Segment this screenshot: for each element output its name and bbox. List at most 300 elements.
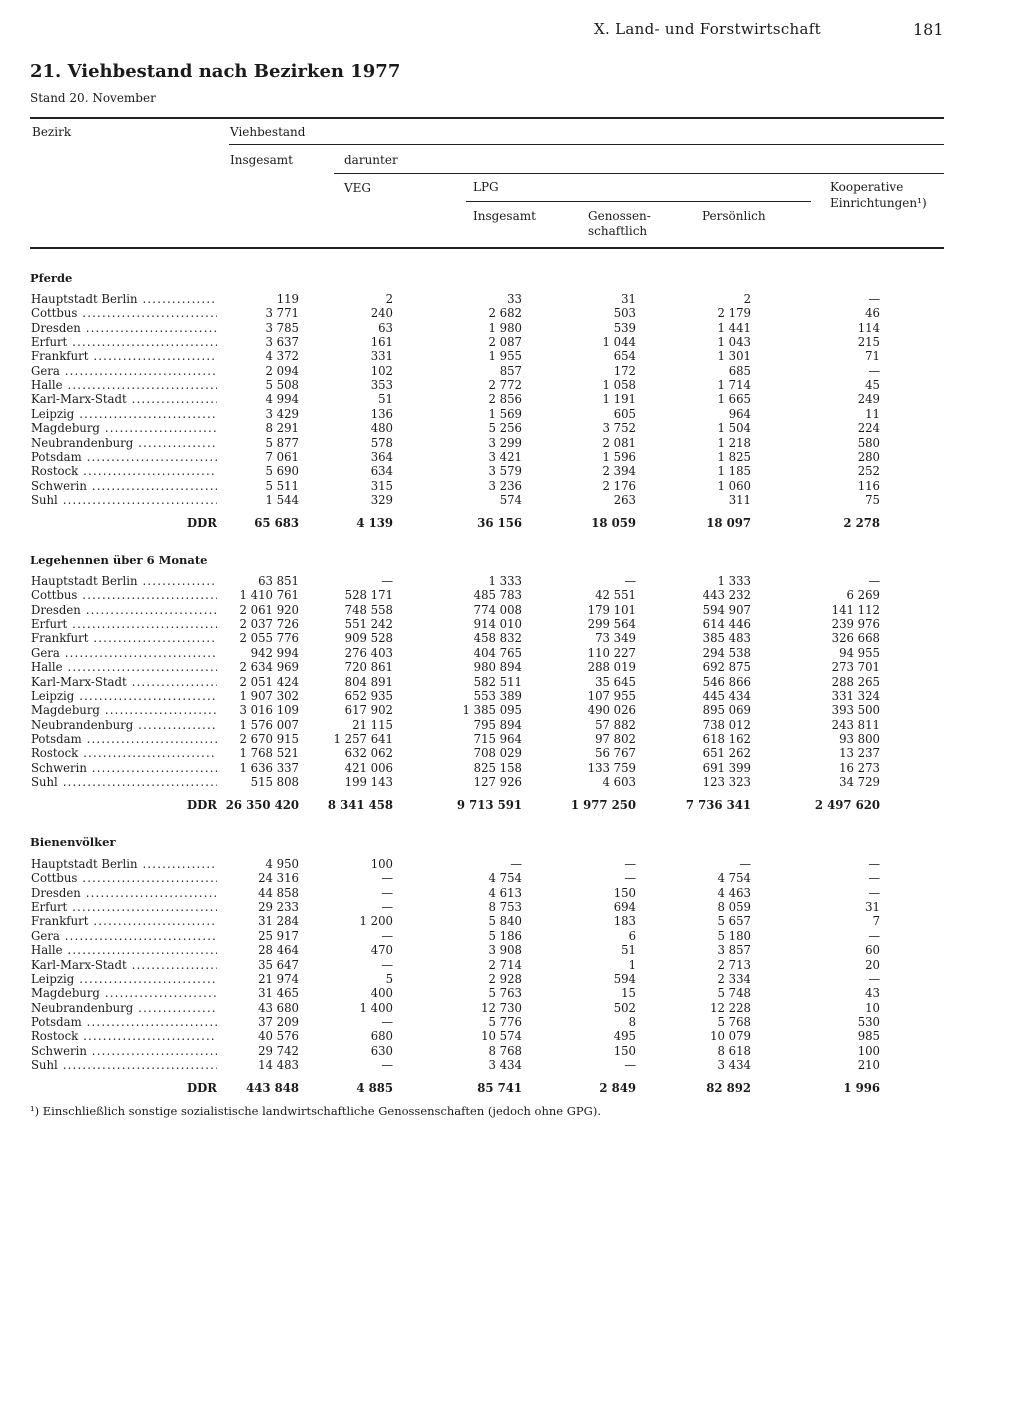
table-row <box>0 436 1024 450</box>
persoenlich-cell: 294 538 <box>702 645 751 660</box>
persoenlich-cell: 10 079 <box>710 1029 751 1044</box>
veg-cell: 4 139 <box>356 516 393 531</box>
kooperative-cell: 393 500 <box>831 703 880 718</box>
lpg-insgesamt-cell: 2 928 <box>488 971 522 986</box>
insgesamt-cell: 65 683 <box>254 516 299 531</box>
veg-cell: 331 <box>370 349 393 364</box>
genossenschaftlich-cell: 51 <box>621 943 636 958</box>
persoenlich-cell: 594 907 <box>702 602 751 617</box>
veg-cell: — <box>381 957 393 972</box>
total-row <box>0 1081 1024 1095</box>
kooperative-cell: 215 <box>857 335 880 350</box>
insgesamt-cell: 29 233 <box>258 900 299 914</box>
bezirk-cell: Hauptstadt Berlin ..... <box>31 574 217 588</box>
table-row <box>0 335 1024 349</box>
veg-cell: 1 400 <box>359 1000 393 1015</box>
kooperative-cell: 141 112 <box>831 602 880 617</box>
veg-cell: 5 <box>385 971 393 986</box>
insgesamt-cell: 2 051 424 <box>239 674 299 689</box>
table-row <box>0 364 1024 378</box>
insgesamt-cell: 5 690 <box>265 464 299 479</box>
bezirk-cell: Schwerin ..... <box>31 761 217 775</box>
col-lpg: LPG <box>473 180 499 194</box>
section-title-bienenvoelker: Bienenvölker <box>30 835 116 849</box>
bezirk-cell: DDR <box>187 1081 217 1096</box>
bezirk-cell: Frankfurt ..... <box>31 914 217 928</box>
lpg-insgesamt-cell: 4 754 <box>488 871 522 886</box>
table-row <box>0 1015 1024 1029</box>
insgesamt-cell: 2 055 776 <box>239 631 299 646</box>
lpg-insgesamt-cell: 2 772 <box>488 378 522 393</box>
bezirk-cell: Karl-Marx-Stadt ..... <box>31 675 217 689</box>
insgesamt-cell: 4 950 <box>265 857 299 871</box>
kooperative-cell: 10 <box>865 1000 880 1015</box>
lpg-insgesamt-cell: 5 256 <box>488 421 522 436</box>
kooperative-cell: 580 <box>857 435 880 450</box>
bezirk-cell: Potsdam ..... <box>31 450 217 464</box>
insgesamt-cell: 29 742 <box>258 1043 299 1058</box>
insgesamt-cell: 1 907 302 <box>239 688 299 703</box>
lpg-insgesamt-cell: 2 856 <box>488 392 522 407</box>
genossenschaftlich-cell: 1 977 250 <box>570 798 636 813</box>
genossenschaftlich-cell: 8 <box>628 1014 636 1029</box>
persoenlich-cell: 1 825 <box>717 449 751 464</box>
genossenschaftlich-cell: 97 802 <box>595 731 636 746</box>
veg-cell: 136 <box>370 406 393 421</box>
table-row <box>0 292 1024 306</box>
genossenschaftlich-cell: 35 645 <box>595 674 636 689</box>
persoenlich-cell: 618 162 <box>702 731 751 746</box>
bezirk-cell: DDR <box>187 516 217 531</box>
table-row <box>0 1001 1024 1015</box>
bezirk-cell: Potsdam ..... <box>31 732 217 746</box>
genossenschaftlich-cell: 495 <box>613 1029 636 1044</box>
genossenschaftlich-cell: 3 752 <box>602 421 636 436</box>
insgesamt-cell: 515 808 <box>250 774 299 789</box>
genossenschaftlich-cell: 42 551 <box>595 588 636 603</box>
kooperative-cell: 252 <box>857 464 880 479</box>
persoenlich-cell: 4 754 <box>717 871 751 886</box>
veg-cell: — <box>381 574 393 588</box>
persoenlich-cell: 738 012 <box>702 717 751 732</box>
persoenlich-cell: 614 446 <box>702 617 751 631</box>
veg-cell: 364 <box>370 449 393 464</box>
veg-cell: — <box>381 1057 393 1072</box>
genossenschaftlich-cell: 2 849 <box>599 1081 636 1096</box>
kooperative-cell: 20 <box>865 957 880 972</box>
lpg-insgesamt-cell: 980 894 <box>473 660 522 675</box>
veg-cell: — <box>381 871 393 886</box>
bezirk-cell: Schwerin ..... <box>31 479 217 493</box>
kooperative-cell: 116 <box>857 478 880 493</box>
kooperative-cell: 530 <box>857 1014 880 1029</box>
persoenlich-cell: 5 748 <box>717 986 751 1001</box>
persoenlich-cell: 2 334 <box>717 971 751 986</box>
lpg-insgesamt-cell: 3 434 <box>488 1057 522 1072</box>
bezirk-cell: Erfurt ..... <box>31 617 217 631</box>
genossenschaftlich-cell: 594 <box>613 971 636 986</box>
lpg-insgesamt-cell: 715 964 <box>473 731 522 746</box>
genossenschaftlich-cell: 6 <box>628 928 636 943</box>
bezirk-cell: Magdeburg ..... <box>31 986 217 1000</box>
lpg-insgesamt-cell: 485 783 <box>473 588 522 603</box>
table-row <box>0 958 1024 972</box>
bezirk-cell: Neubrandenburg ..... <box>31 1001 217 1015</box>
persoenlich-cell: 1 218 <box>717 435 751 450</box>
lpg-insgesamt-cell: 914 010 <box>473 617 522 631</box>
persoenlich-cell: 651 262 <box>702 746 751 761</box>
lpg-insgesamt-cell: 553 389 <box>473 688 522 703</box>
kooperative-cell: 11 <box>865 406 880 421</box>
rule-viehbestand <box>229 144 944 145</box>
bezirk-cell: Halle ..... <box>31 943 217 957</box>
table-row <box>0 775 1024 789</box>
bezirk-cell: Suhl ..... <box>31 493 217 507</box>
kooperative-cell: 93 800 <box>839 731 880 746</box>
bezirk-cell: Magdeburg ..... <box>31 421 217 435</box>
table-row <box>0 588 1024 602</box>
persoenlich-cell: 964 <box>728 406 751 421</box>
kooperative-cell: 280 <box>857 449 880 464</box>
table-subtitle: Stand 20. November <box>30 91 156 105</box>
bezirk-cell: Leipzig ..... <box>31 972 217 986</box>
lpg-insgesamt-cell: 5 840 <box>488 914 522 929</box>
table-row <box>0 407 1024 421</box>
insgesamt-cell: 1 636 337 <box>239 760 299 775</box>
bezirk-cell: Potsdam ..... <box>31 1015 217 1029</box>
veg-cell: 748 558 <box>344 602 393 617</box>
insgesamt-cell: 31 465 <box>258 986 299 1001</box>
kooperative-cell: 114 <box>857 320 880 335</box>
table-row <box>0 660 1024 674</box>
bezirk-cell: Karl-Marx-Stadt ..... <box>31 392 217 406</box>
bezirk-cell: Cottbus ..... <box>31 588 217 602</box>
genossenschaftlich-cell: 172 <box>613 363 636 378</box>
persoenlich-cell: 1 333 <box>717 574 751 588</box>
persoenlich-cell: 3 857 <box>717 943 751 958</box>
insgesamt-cell: 2 634 969 <box>239 660 299 675</box>
lpg-insgesamt-cell: 3 236 <box>488 478 522 493</box>
section-title-legehennen: Legehennen über 6 Monate <box>30 553 208 567</box>
bezirk-cell: Gera ..... <box>31 364 217 378</box>
insgesamt-cell: 119 <box>276 292 299 306</box>
veg-cell: 480 <box>370 421 393 436</box>
persoenlich-cell: — <box>739 857 751 871</box>
genossenschaftlich-cell: — <box>624 871 636 886</box>
insgesamt-cell: 5 508 <box>265 378 299 393</box>
genossenschaftlich-cell: 56 767 <box>595 746 636 761</box>
lpg-insgesamt-cell: 708 029 <box>473 746 522 761</box>
genossenschaftlich-cell: 110 227 <box>587 645 636 660</box>
insgesamt-cell: 4 372 <box>265 349 299 364</box>
bezirk-cell: Gera ..... <box>31 929 217 943</box>
table-row <box>0 574 1024 588</box>
veg-cell: 680 <box>370 1029 393 1044</box>
veg-cell: 421 006 <box>344 760 393 775</box>
kooperative-cell: 100 <box>857 1043 880 1058</box>
bezirk-cell: Neubrandenburg ..... <box>31 436 217 450</box>
insgesamt-cell: 43 680 <box>258 1000 299 1015</box>
lpg-insgesamt-cell: 33 <box>507 292 522 306</box>
veg-cell: 353 <box>370 378 393 393</box>
genossenschaftlich-cell: 73 349 <box>595 631 636 646</box>
table-row <box>0 871 1024 885</box>
genossenschaftlich-cell: 605 <box>613 406 636 421</box>
lpg-insgesamt-cell: 8 768 <box>488 1043 522 1058</box>
table-title: 21. Viehbestand nach Bezirken 1977 <box>30 61 401 82</box>
genossenschaftlich-cell: 1 191 <box>602 392 636 407</box>
persoenlich-cell: 895 069 <box>702 703 751 718</box>
lpg-insgesamt-cell: 12 730 <box>481 1000 522 1015</box>
insgesamt-cell: 31 284 <box>258 914 299 929</box>
lpg-insgesamt-cell: 2 714 <box>488 957 522 972</box>
table-row <box>0 943 1024 957</box>
kooperative-cell: 288 265 <box>831 674 880 689</box>
genossenschaftlich-cell: 490 026 <box>587 703 636 718</box>
persoenlich-cell: 1 441 <box>717 320 751 335</box>
kooperative-cell: 45 <box>865 378 880 393</box>
rule-lpg <box>466 201 811 202</box>
lpg-insgesamt-cell: 825 158 <box>473 760 522 775</box>
genossenschaftlich-cell: 1 058 <box>602 378 636 393</box>
genossenschaftlich-cell: 502 <box>613 1000 636 1015</box>
veg-cell: 630 <box>370 1043 393 1058</box>
insgesamt-cell: 7 061 <box>265 449 299 464</box>
bezirk-cell: Cottbus ..... <box>31 306 217 320</box>
kooperative-cell: 7 <box>872 914 880 929</box>
lpg-insgesamt-cell: 4 613 <box>488 885 522 900</box>
veg-cell: 720 861 <box>344 660 393 675</box>
bezirk-cell: Suhl ..... <box>31 1058 217 1072</box>
lpg-insgesamt-cell: 8 753 <box>488 900 522 914</box>
genossenschaftlich-cell: 31 <box>621 292 636 306</box>
genossenschaftlich-cell: 694 <box>613 900 636 914</box>
persoenlich-cell: 1 714 <box>717 378 751 393</box>
insgesamt-cell: 2 061 920 <box>239 602 299 617</box>
insgesamt-cell: 3 429 <box>265 406 299 421</box>
bezirk-cell: Frankfurt ..... <box>31 349 217 363</box>
insgesamt-cell: 5 877 <box>265 435 299 450</box>
table-row <box>0 914 1024 928</box>
lpg-insgesamt-cell: 9 713 591 <box>456 798 522 813</box>
veg-cell: 315 <box>370 478 393 493</box>
persoenlich-cell: 12 228 <box>710 1000 751 1015</box>
genossenschaftlich-cell: 1 044 <box>602 335 636 350</box>
bezirk-cell: Leipzig ..... <box>31 689 217 703</box>
table-row <box>0 732 1024 746</box>
col-bezirk: Bezirk <box>32 125 72 139</box>
lpg-insgesamt-cell: 10 574 <box>481 1029 522 1044</box>
genossenschaftlich-cell: 179 101 <box>587 602 636 617</box>
lpg-insgesamt-cell: 1 955 <box>488 349 522 364</box>
col-kooperative: Kooperative Einrichtungen¹) <box>830 180 927 210</box>
genossenschaftlich-cell: 2 394 <box>602 464 636 479</box>
bezirk-cell: DDR <box>187 798 217 813</box>
persoenlich-cell: 1 504 <box>717 421 751 436</box>
persoenlich-cell: 2 <box>743 292 751 306</box>
veg-cell: 240 <box>370 306 393 321</box>
lpg-insgesamt-cell: 2 087 <box>488 335 522 350</box>
insgesamt-cell: 21 974 <box>258 971 299 986</box>
table-row <box>0 421 1024 435</box>
bezirk-cell: Karl-Marx-Stadt ..... <box>31 958 217 972</box>
insgesamt-cell: 2 037 726 <box>239 617 299 631</box>
kooperative-cell: — <box>868 971 880 986</box>
bezirk-cell: Hauptstadt Berlin ..... <box>31 857 217 871</box>
bezirk-cell: Hauptstadt Berlin ..... <box>31 292 217 306</box>
veg-cell: 329 <box>370 492 393 507</box>
persoenlich-cell: 82 892 <box>706 1081 751 1096</box>
lpg-insgesamt-cell: 3 579 <box>488 464 522 479</box>
persoenlich-cell: 123 323 <box>702 774 751 789</box>
insgesamt-cell: 8 291 <box>265 421 299 436</box>
kooperative-cell: 46 <box>865 306 880 321</box>
col-viehbestand: Viehbestand <box>230 125 306 139</box>
bezirk-cell: Dresden ..... <box>31 886 217 900</box>
persoenlich-cell: 685 <box>728 363 751 378</box>
table-row <box>0 746 1024 760</box>
insgesamt-cell: 942 994 <box>250 645 299 660</box>
genossenschaftlich-cell: 150 <box>613 885 636 900</box>
insgesamt-cell: 14 483 <box>258 1057 299 1072</box>
lpg-insgesamt-cell: 3 299 <box>488 435 522 450</box>
kooperative-cell: — <box>868 885 880 900</box>
header-top-rule <box>30 117 944 119</box>
section-title-pferde: Pferde <box>30 271 73 285</box>
kooperative-cell: 71 <box>865 349 880 364</box>
total-row <box>0 516 1024 530</box>
lpg-insgesamt-cell: 1 333 <box>488 574 522 588</box>
insgesamt-cell: 26 350 420 <box>225 798 299 813</box>
genossenschaftlich-cell: 288 019 <box>587 660 636 675</box>
genossenschaftlich-cell: 57 882 <box>595 717 636 732</box>
persoenlich-cell: 8 059 <box>717 900 751 914</box>
table-row <box>0 929 1024 943</box>
insgesamt-cell: 37 209 <box>258 1014 299 1029</box>
insgesamt-cell: 2 094 <box>265 363 299 378</box>
genossenschaftlich-cell: 4 603 <box>602 774 636 789</box>
insgesamt-cell: 443 848 <box>246 1081 299 1096</box>
table-row <box>0 479 1024 493</box>
col-lpg-insgesamt: Insgesamt <box>473 209 536 223</box>
persoenlich-cell: 2 179 <box>717 306 751 321</box>
insgesamt-cell: 25 917 <box>258 928 299 943</box>
footnote: ¹) Einschließlich sonstige sozialistische landwirtschaftliche Genossenschaften (jedoch ohne GPG). <box>30 1104 601 1118</box>
table-row <box>0 689 1024 703</box>
running-head: X. Land- und Forstwirtschaft <box>594 20 821 38</box>
lpg-insgesamt-cell: 1 980 <box>488 320 522 335</box>
insgesamt-cell: 3 785 <box>265 320 299 335</box>
table-row <box>0 392 1024 406</box>
bezirk-cell: Erfurt ..... <box>31 900 217 914</box>
table-row <box>0 675 1024 689</box>
veg-cell: — <box>381 1014 393 1029</box>
table-row <box>0 464 1024 478</box>
persoenlich-cell: 18 097 <box>706 516 751 531</box>
lpg-insgesamt-cell: 1 569 <box>488 406 522 421</box>
lpg-insgesamt-cell: 574 <box>499 492 522 507</box>
insgesamt-cell: 35 647 <box>258 957 299 972</box>
insgesamt-cell: 44 858 <box>258 885 299 900</box>
genossenschaftlich-cell: 18 059 <box>591 516 636 531</box>
kooperative-cell: 243 811 <box>831 717 880 732</box>
bezirk-cell: Erfurt ..... <box>31 335 217 349</box>
genossenschaftlich-cell: 2 081 <box>602 435 636 450</box>
lpg-insgesamt-cell: 127 926 <box>473 774 522 789</box>
veg-cell: — <box>381 928 393 943</box>
table-row <box>0 603 1024 617</box>
persoenlich-cell: 5 768 <box>717 1014 751 1029</box>
veg-cell: 804 891 <box>344 674 393 689</box>
genossenschaftlich-cell: 107 955 <box>587 688 636 703</box>
table-row <box>0 1029 1024 1043</box>
table-row <box>0 450 1024 464</box>
insgesamt-cell: 1 410 761 <box>239 588 299 603</box>
veg-cell: 161 <box>370 335 393 350</box>
lpg-insgesamt-cell: 3 908 <box>488 943 522 958</box>
lpg-insgesamt-cell: 5 763 <box>488 986 522 1001</box>
insgesamt-cell: 40 576 <box>258 1029 299 1044</box>
bezirk-cell: Rostock ..... <box>31 746 217 760</box>
page-number: 181 <box>913 20 944 39</box>
veg-cell: 51 <box>378 392 393 407</box>
veg-cell: 100 <box>370 857 393 871</box>
veg-cell: 634 <box>370 464 393 479</box>
insgesamt-cell: 3 637 <box>265 335 299 350</box>
table-row <box>0 886 1024 900</box>
table-row <box>0 617 1024 631</box>
lpg-insgesamt-cell: 2 682 <box>488 306 522 321</box>
header-bottom-rule <box>30 247 944 249</box>
kooperative-cell: 34 729 <box>839 774 880 789</box>
kooperative-cell: 31 <box>865 900 880 914</box>
table-row <box>0 493 1024 507</box>
veg-cell: 1 257 641 <box>333 731 393 746</box>
persoenlich-cell: 546 866 <box>702 674 751 689</box>
lpg-insgesamt-cell: 404 765 <box>473 645 522 660</box>
col-genossenschaftlich: Genossen- schaftlich <box>588 209 651 238</box>
kooperative-cell: 239 976 <box>831 617 880 631</box>
bezirk-cell: Leipzig ..... <box>31 407 217 421</box>
table-row <box>0 378 1024 392</box>
bezirk-cell: Dresden ..... <box>31 321 217 335</box>
kooperative-cell: — <box>868 871 880 886</box>
kooperative-cell: — <box>868 928 880 943</box>
veg-cell: 276 403 <box>344 645 393 660</box>
persoenlich-cell: 7 736 341 <box>685 798 751 813</box>
insgesamt-cell: 24 316 <box>258 871 299 886</box>
insgesamt-cell: 28 464 <box>258 943 299 958</box>
persoenlich-cell: 3 434 <box>717 1057 751 1072</box>
lpg-insgesamt-cell: 795 894 <box>473 717 522 732</box>
genossenschaftlich-cell: 539 <box>613 320 636 335</box>
kooperative-cell: — <box>868 857 880 871</box>
table-row <box>0 631 1024 645</box>
kooperative-cell: 60 <box>865 943 880 958</box>
bezirk-cell: Frankfurt ..... <box>31 631 217 645</box>
table-row <box>0 900 1024 914</box>
persoenlich-cell: 691 399 <box>702 760 751 775</box>
persoenlich-cell: 1 185 <box>717 464 751 479</box>
bezirk-cell: Rostock ..... <box>31 1029 217 1043</box>
bezirk-cell: Suhl ..... <box>31 775 217 789</box>
persoenlich-cell: 1 665 <box>717 392 751 407</box>
veg-cell: 617 902 <box>344 703 393 718</box>
table-row <box>0 1058 1024 1072</box>
table-row <box>0 972 1024 986</box>
kooperative-cell: 43 <box>865 986 880 1001</box>
veg-cell: 199 143 <box>344 774 393 789</box>
